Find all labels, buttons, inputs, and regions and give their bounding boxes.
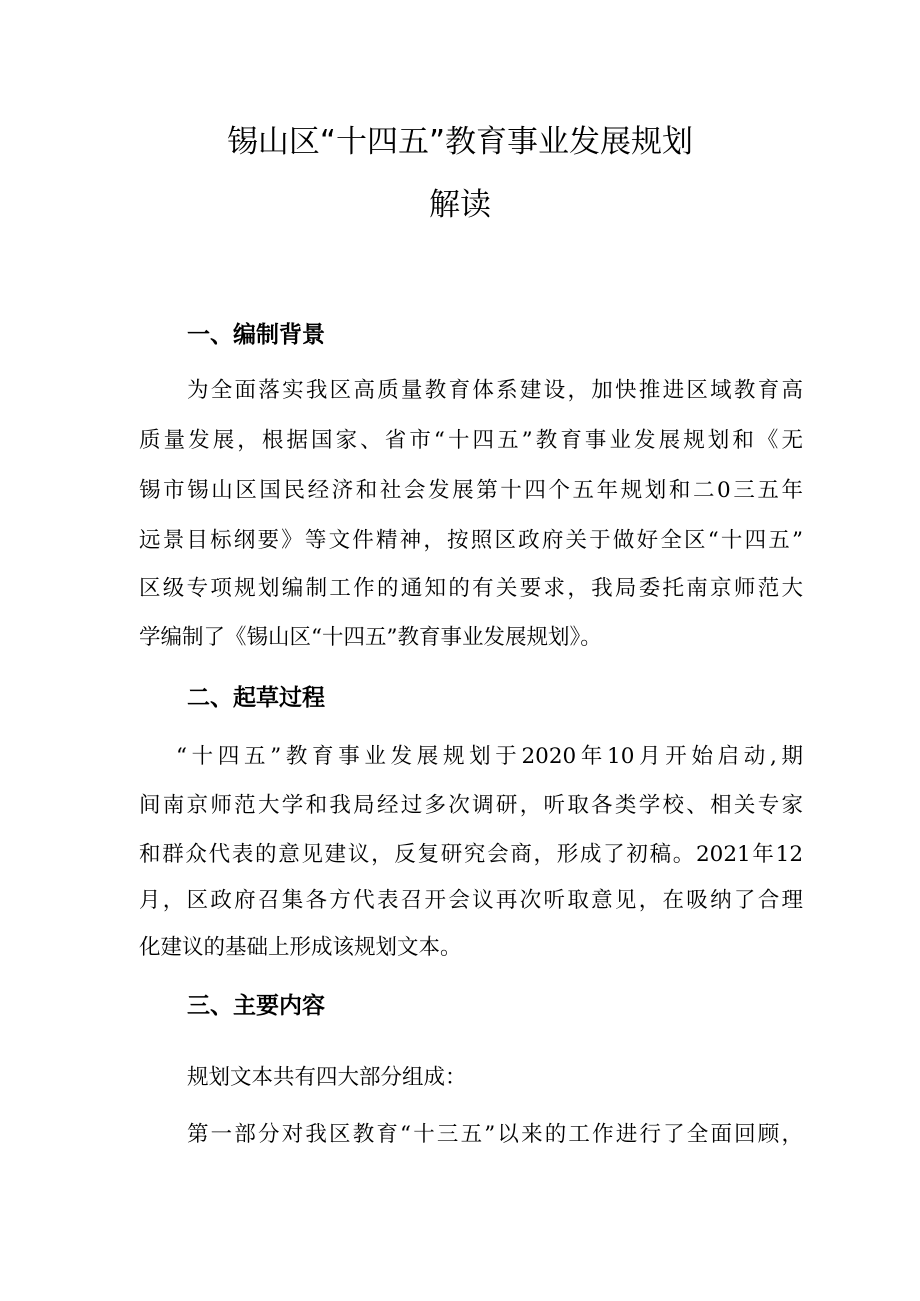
paragraph-line: 间南京师范大学和我局经过多次调研，听取各类学校、相关专家 [139,793,803,818]
paragraph-line: 规划文本共有四大部分组成： [187,1065,467,1090]
paragraph-line: 区级专项规划编制工作的通知的有关要求，我局委托南京师范大 [139,576,803,601]
paragraph-line: 为全面落实我区高质量教育体系建设，加快推进区域教育高 [187,378,803,403]
paragraph-line: 学编制了《锡山区“十四五”教育事业发展规划》。 [139,625,602,650]
section-heading-background: 一、编制背景 [187,322,325,348]
paragraph-line: 第一部分对我区教育“十三五”以来的工作进行了全面回顾， [187,1122,803,1147]
paragraph-line: 化建议的基础上形成该规划文本。 [139,935,462,960]
paragraph-line: “十四五”教育事业发展规划于2020年10月开始启动,期 [176,744,803,769]
document-subtitle: 解读 [429,187,491,223]
paragraph-line: 和群众代表的意见建议，反复研究会商，形成了初稿。2021年12 [139,842,803,867]
paragraph-line: 锡市锡山区国民经济和社会发展第十四个五年规划和二0三五年 [139,478,803,503]
document-title: 锡山区“十四五”教育事业发展规划 [226,124,694,160]
paragraph-line: 月，区政府召集各方代表召开会议再次听取意见，在吸纳了合理 [139,888,803,913]
paragraph-line: 远景目标纲要》等文件精神，按照区政府关于做好全区“十四五” [139,528,803,553]
paragraph-line: 质量发展，根据国家、省市“十四五”教育事业发展规划和《无 [139,428,803,453]
section-heading-main-content: 三、主要内容 [187,993,325,1019]
section-heading-drafting-process: 二、起草过程 [187,685,325,711]
